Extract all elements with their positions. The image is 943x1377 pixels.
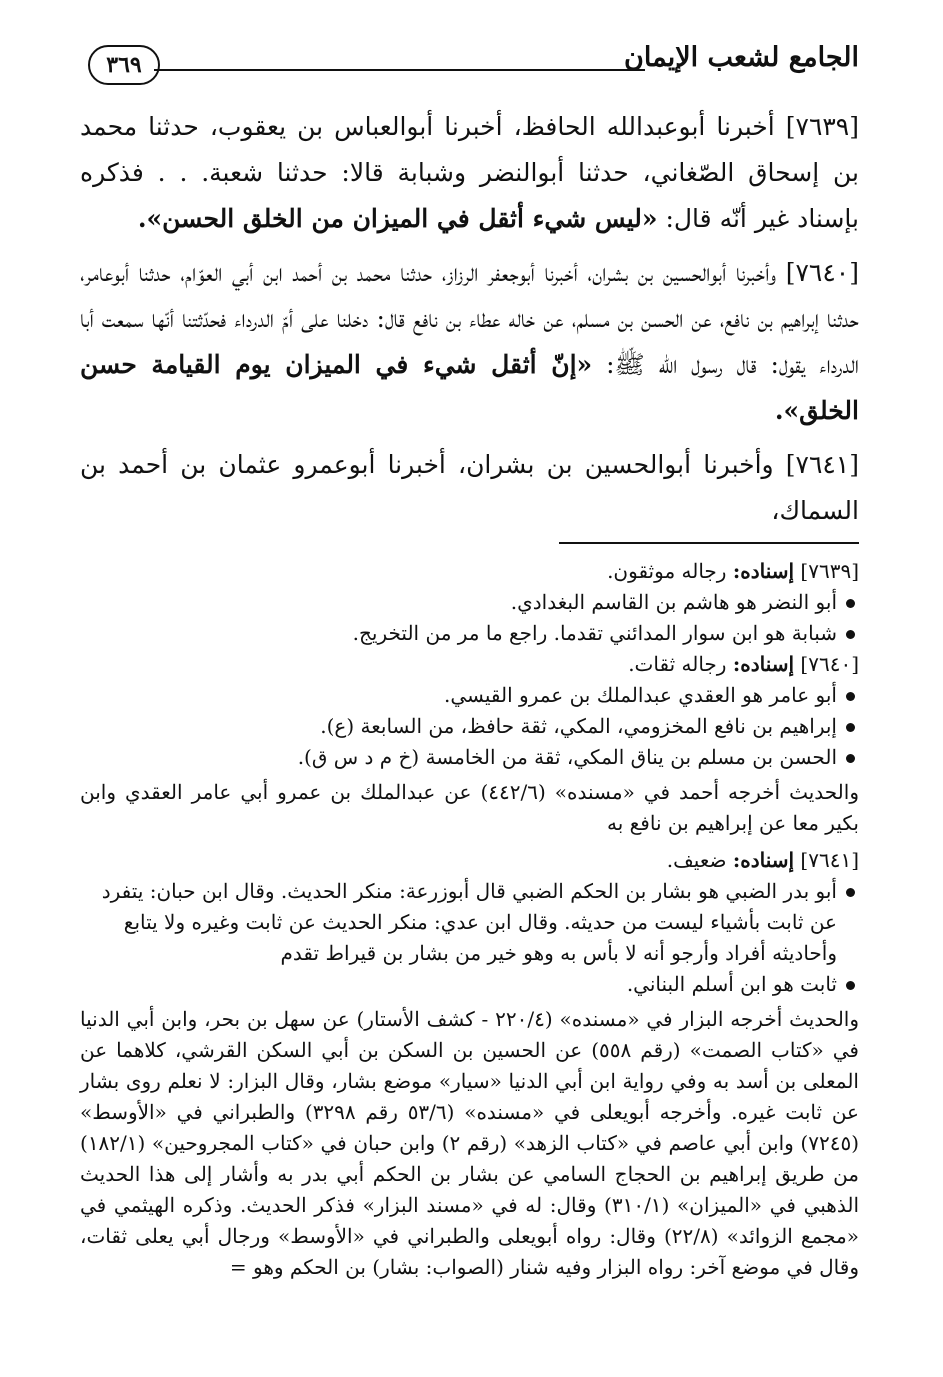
footnote-7641 xyxy=(80,845,859,1283)
footnote-bullets xyxy=(80,680,859,773)
footnote-label: إسناده: xyxy=(732,652,795,676)
list-item: أبو عامر هو العقدي عبدالملك بن عمرو القيسي. xyxy=(80,680,837,711)
footnote-heading xyxy=(80,845,859,876)
footnote-7640 xyxy=(80,649,859,839)
list-item: الحسن بن مسلم بن يناق المكي، ثقة من الخامسة (خ م د س ق). xyxy=(80,742,837,773)
footnote-grade: رجاله موثقون. xyxy=(607,559,727,583)
footnote-takhrij: والحديث أخرجه البزار في «مسنده» (٢٢٠/٤ - كشف الأستار) عن سهل بن بحر، وابن أبي الدنيا في «كتاب الصمت» (رقم ٥٥٨) عن الحسين بن السكن بن أبي السكن القرشي، كلاهما عن المعلى بن أسد به وفي رواية ابن أبي الدنيا «سيار» موضع بشار، وقال البزار: لا نعلم روى بشار عن ثابت غيره. وأخرجه أبويعلى في «مسنده» (٥٣/٦ رقم ٣٢٩٨) والطبراني في «الأوسط» (٧٢٤٥) وابن أبي عاصم في «كتاب الزهد» (رقم ٢) وابن حبان في «كتاب المجروحين» (١٨٢/١) من طريق إبراهيم بن الحجاج السامي عن بشار بن الحكم أبي بدر به وأشار إلى هذا الحديث الذهبي في «الميزان» (٣١٠/١) وقال: له في «مسند البزار» فذكر الحديث. وذكره الهيثمي في «مجمع الزوائد» (٢٢/٨) وقال: رواه أبويعلى والطبراني في «الأوسط» ورجال أبي يعلى ثقات، وقال في موضع آخر: رواه البزار وفيه شنار (الصواب: بشار) بن الحكم وهو = xyxy=(80,1007,860,1279)
page-number: ٣٦٩ xyxy=(88,45,160,85)
header-rule xyxy=(154,69,645,71)
hadith-isnad: وأخبرنا أبوالحسين بن بشران، أخبرنا أبوعمرو عثمان بن أحمد بن السماك، xyxy=(80,450,859,525)
hadith-isnad: وأخبرنا أبوالحسين بن بشران، أخبرنا أبوجعفر الرزاز، حدثنا محمد بن أحمد ابن أبي العوّام، حدثنا أبوعامر، حدثنا إبراهيم بن نافع، عن الحسن بن مسلم، عن خاله عطاء بن نافع قال: دخلنا على أمّ الدرداء فحدّثتنا أنّها سمعت أبا الدرداء يقول: قال رسول الله ﷺ: xyxy=(80,258,859,379)
hadith-matn: «إنّ أثقل شيء في الميزان يوم القيامة حسن الخلق». xyxy=(80,350,859,425)
footnote-label: إسناده: xyxy=(732,559,795,583)
running-header xyxy=(80,36,859,98)
list-item: إبراهيم بن نافع المخزومي، المكي، ثقة حافظ، من السابعة (ع). xyxy=(80,711,837,742)
hadith-number: [٧٦٤٠] xyxy=(785,258,859,287)
footnote-number: [٧٦٤١] xyxy=(800,848,859,872)
footnote-grade: رجاله ثقات. xyxy=(628,652,727,676)
footnote-heading xyxy=(80,556,859,587)
footnote-number: [٧٦٤٠] xyxy=(800,652,859,676)
hadith-number: [٧٦٣٩] xyxy=(785,112,859,141)
main-text xyxy=(80,104,859,534)
hadith-7639 xyxy=(80,104,859,242)
list-item: أبو بدر الضبي هو بشار بن الحكم الضبي قال أبوزرعة: منكر الحديث. وقال ابن حبان: يتفرد عن ثابت بأشياء ليست من حديثه. وقال ابن عدي: منكر الحديث عن ثابت وغيره ولا يتابع وأحاديثه أفراد وأرجو أنه لا بأس به وهو خير من بشار بن قيراط تقدم xyxy=(80,876,837,969)
footnotes xyxy=(80,556,859,1283)
footnote-grade: ضعيف. xyxy=(666,848,727,872)
footnote-number: [٧٦٣٩] xyxy=(800,559,859,583)
hadith-7641 xyxy=(80,442,859,534)
list-item: ثابت هو ابن أسلم البناني. xyxy=(80,969,837,1000)
list-item: أبو النضر هو هاشم بن القاسم البغدادي. xyxy=(80,587,837,618)
hadith-matn: «ليس شيء أثقل في الميزان من الخلق الحسن». xyxy=(137,204,658,233)
footnote-heading xyxy=(80,649,859,680)
book-title: الجامع لشعب الإيمان xyxy=(624,42,859,73)
footnote-separator xyxy=(559,542,859,544)
footnote-bullets xyxy=(80,587,859,649)
list-item: شبابة هو ابن سوار المدائني تقدما. راجع ما مر من التخريج. xyxy=(80,618,837,649)
footnote-bullets xyxy=(80,876,859,1000)
footnote-7639 xyxy=(80,556,859,649)
footnote-label: إسناده: xyxy=(732,848,795,872)
hadith-7640 xyxy=(80,250,859,434)
hadith-isnad: أخبرنا أبوعبدالله الحافظ، أخبرنا أبوالعباس بن يعقوب، حدثنا محمد بن إسحاق الصّغاني، حدثنا أبوالنضر وشبابة قالا: حدثنا شعبة. . . فذكره بإسناد غير أنّه قال: xyxy=(80,112,859,233)
hadith-number: [٧٦٤١] xyxy=(785,450,859,479)
footnote-takhrij: والحديث أخرجه أحمد في «مسنده» (٤٤٢/٦) عن عبدالملك بن عمرو أبي عامر العقدي وابن بكير معا عن إبراهيم بن نافع به xyxy=(80,780,859,835)
